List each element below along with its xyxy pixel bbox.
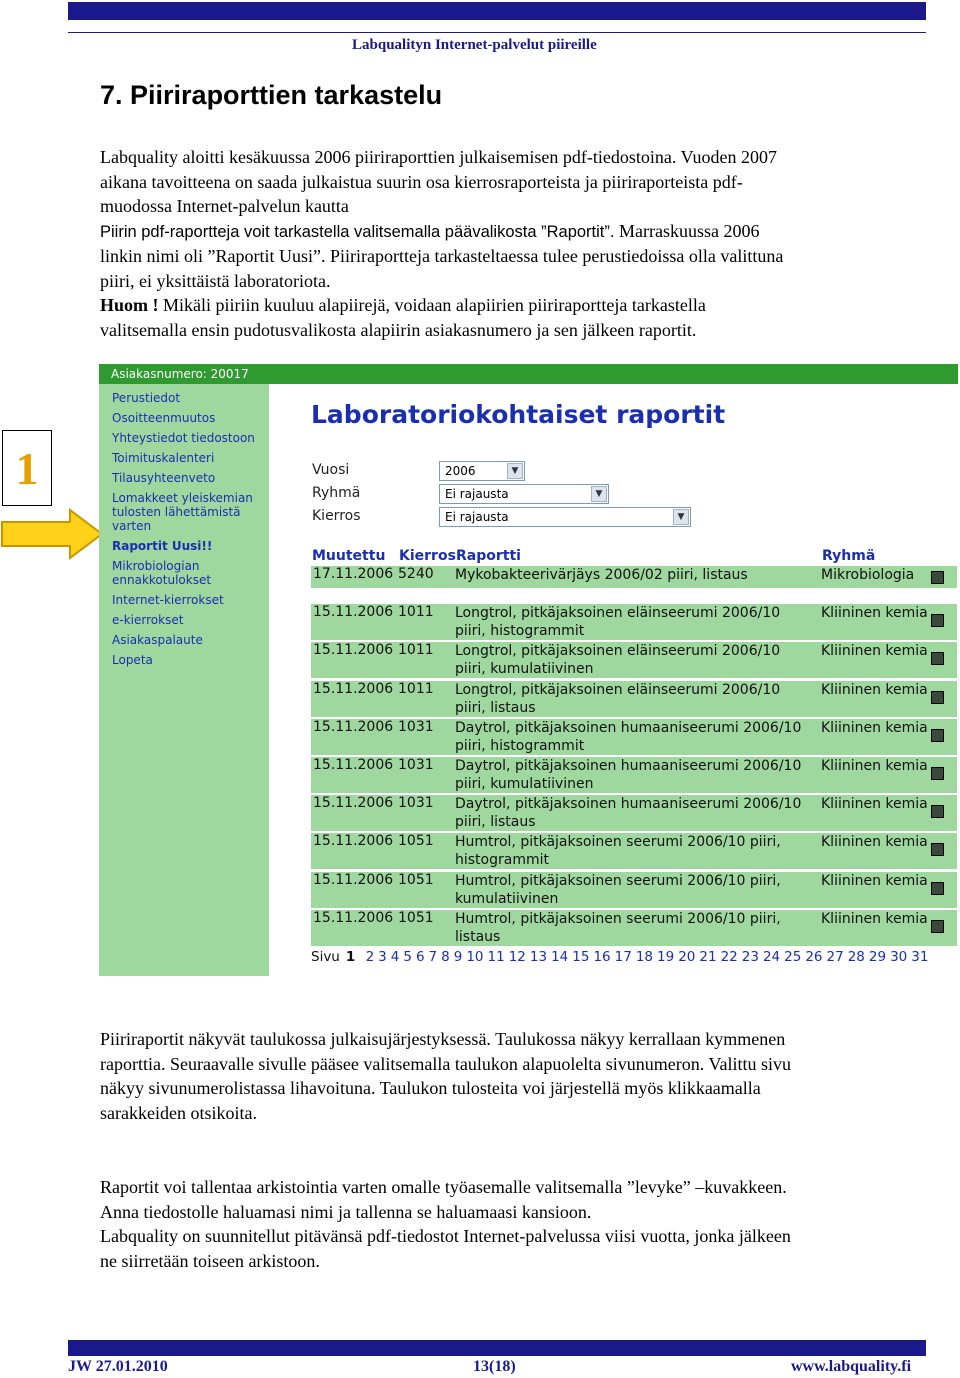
pager-link[interactable]: 6 <box>415 949 425 965</box>
footer-date: JW 27.01.2010 <box>68 1358 168 1375</box>
year-value: 2006 <box>445 464 476 478</box>
pager-link[interactable]: 15 <box>572 949 590 965</box>
pager-link[interactable]: 18 <box>635 949 654 965</box>
row-group: Kliininen kemia <box>821 605 928 622</box>
group-value: Ei rajausta <box>445 487 509 501</box>
pager-link[interactable]: 10 <box>466 949 484 965</box>
intro-line-8: valitsemalla ensin pudotusvalikosta alapiirin asiakasnumero ja sen jälkeen raportit. <box>100 319 697 340</box>
row-group: Kliininen kemia <box>821 796 928 813</box>
table-description <box>100 1027 940 1125</box>
floppy-disk-icon[interactable] <box>931 614 944 627</box>
row-group: Mikrobiologia <box>821 567 915 583</box>
floppy-disk-icon[interactable] <box>931 920 944 933</box>
round-label: Kierros <box>312 508 361 524</box>
pager-link[interactable]: 11 <box>487 949 505 965</box>
sidebar-item[interactable]: Raportit Uusi!! <box>112 539 213 553</box>
table-row[interactable] <box>311 604 957 640</box>
pager-link[interactable]: 20 <box>678 949 696 965</box>
section-title: 7. Piiriraporttien tarkastelu <box>100 80 443 110</box>
floppy-disk-icon[interactable] <box>931 805 944 818</box>
row-report-link[interactable]: Daytrol, pitkäjaksoinen humaaniseerumi 2006/10 piiri, kumulatiivinen <box>455 758 802 792</box>
floppy-disk-icon[interactable] <box>931 691 944 704</box>
para3-line-3: Labquality on suunnitellut pitävänsä pdf-tiedostot Internet-palvelussa viisi vuotta, jonka jälkeen <box>100 1226 791 1246</box>
row-round: 1011 <box>398 604 434 621</box>
pager-link[interactable]: 29 <box>868 949 887 965</box>
sidebar-item[interactable]: e-kierrokset <box>112 613 184 627</box>
pager-link[interactable]: 22 <box>720 949 738 965</box>
row-date: 15.11.2006 <box>313 795 394 812</box>
col-report[interactable]: Raportti <box>456 548 521 564</box>
row-date: 15.11.2006 <box>313 871 394 888</box>
table-row[interactable] <box>311 681 957 717</box>
sidebar-item[interactable]: Yhteystiedot tiedostoon <box>112 431 255 445</box>
row-date: 15.11.2006 <box>313 718 394 735</box>
header-title: Labqualityn Internet-palvelut piireille <box>352 37 597 53</box>
pager-label: Sivu <box>311 949 340 965</box>
table-row[interactable] <box>311 872 957 908</box>
pager-link[interactable]: 17 <box>614 949 632 965</box>
pager-link[interactable]: 3 <box>378 949 387 965</box>
sidebar-item[interactable]: Asiakaspalaute <box>112 633 203 647</box>
row-report-link[interactable]: Humtrol, pitkäjaksoinen seerumi 2006/10 piiri, listaus <box>455 910 781 945</box>
group-select[interactable] <box>439 484 609 504</box>
table-row[interactable] <box>311 757 957 793</box>
sidebar-item[interactable]: Mikrobiologian ennakkotulokset <box>112 559 212 587</box>
row-round: 1031 <box>398 795 434 812</box>
para3-line-4: ne siirretään toiseen arkistoon. <box>100 1250 320 1271</box>
intro-line-1: Labquality aloitti kesäkuussa 2006 piiriraporttien julkaisemisen pdf-tiedostoina. <box>100 147 677 167</box>
pager-link[interactable]: 13 <box>529 949 548 965</box>
footer-page: 13(18) <box>473 1358 516 1375</box>
row-group: Kliininen kemia <box>821 643 928 660</box>
pager-link[interactable]: 8 <box>441 949 450 965</box>
sidebar-item[interactable]: Lopeta <box>112 653 153 667</box>
intro-line-3: muodossa Internet-palvelun kautta <box>100 196 349 216</box>
col-group[interactable]: Ryhmä <box>822 548 876 564</box>
row-report-link[interactable]: Mykobakteerivärjäys 2006/02 piiri, listaus <box>455 567 748 583</box>
row-report-link[interactable]: Humtrol, pitkäjaksoinen seerumi 2006/10 piiri, kumulatiivinen <box>455 872 781 907</box>
sidebar-menu <box>112 391 267 673</box>
intro-line-1b: Vuoden 2007 <box>676 147 777 167</box>
pager-link[interactable]: 31 <box>911 949 929 965</box>
page-title: Laboratoriokohtaiset raportit <box>311 400 726 429</box>
para2-line-1: Piiriraportit näkyvät taulukossa julkaisujärjestyksessä. Taulukossa näkyy kerrallaan kymmenen <box>100 1029 786 1049</box>
pager-link[interactable]: 12 <box>508 949 526 965</box>
pagination <box>311 949 932 965</box>
row-group: Kliininen kemia <box>821 758 928 774</box>
pager-link[interactable]: 5 <box>403 949 412 965</box>
row-group: Kliininen kemia <box>821 834 928 851</box>
sidebar-item[interactable]: Lomakkeet yleiskemian tulosten lähettämistä varten <box>112 491 253 533</box>
row-report-link[interactable]: Daytrol, pitkäjaksoinen humaaniseerumi 2006/10 piiri, histogrammit <box>455 719 802 754</box>
pager-link[interactable]: 23 <box>741 949 759 965</box>
row-date: 17.11.2006 <box>313 566 394 582</box>
table-row[interactable] <box>311 719 957 755</box>
row-round: 1011 <box>398 680 434 697</box>
sidebar-item[interactable]: Osoitteenmuutos <box>112 411 216 425</box>
intro-line-5: linkin nimi oli ”Raportit Uusi”. Piiriraportteja tarkasteltaessa tulee perustiedoissa olla valittuna <box>100 246 784 266</box>
pager-link[interactable]: 4 <box>390 949 400 965</box>
row-report-link[interactable]: Longtrol, pitkäjaksoinen eläinseerumi 2006/10 piiri, kumulatiivinen <box>455 643 781 678</box>
row-group: Kliininen kemia <box>821 872 928 889</box>
row-report-link[interactable]: Daytrol, pitkäjaksoinen humaaniseerumi 2006/10 piiri, listaus <box>455 796 802 831</box>
footer-bar <box>68 1340 926 1356</box>
intro-line-4: Piirin pdf-raportteja voit tarkastella valitsemalla päävalikosta ”Raportit”. <box>100 222 615 241</box>
row-round: 1031 <box>398 757 434 773</box>
floppy-disk-icon[interactable] <box>931 571 944 584</box>
para2-line-4: sarakkeiden otsikoita. <box>100 1102 257 1123</box>
para2-line-3: näkyy sivunumerolistassa lihavoituna. Taulukon tulosteita voi järjestellä myös klikkaamalla <box>100 1078 761 1098</box>
year-select[interactable] <box>439 461 525 481</box>
row-report-link[interactable]: Longtrol, pitkäjaksoinen eläinseerumi 2006/10 piiri, listaus <box>455 681 781 716</box>
table-row[interactable] <box>311 833 957 869</box>
chevron-down-icon: ▼ <box>507 463 523 479</box>
row-group: Kliininen kemia <box>821 719 928 736</box>
pager-link[interactable]: 14 <box>551 949 569 965</box>
pager-link[interactable]: 27 <box>826 949 844 965</box>
table-row[interactable] <box>311 795 957 831</box>
customer-number: Asiakasnumero: 20017 <box>111 367 249 381</box>
group-label: Ryhmä <box>312 485 361 501</box>
pager-link[interactable]: 25 <box>784 949 802 965</box>
pager-link[interactable]: 24 <box>762 949 781 965</box>
customer-bar <box>99 364 958 384</box>
para3-line-1: Raportit voi tallentaa arkistointia varten omalle työasemalle valitsemalla ”levyke” –kuvakkeen. <box>100 1177 787 1197</box>
row-date: 15.11.2006 <box>313 909 394 926</box>
row-round: 1051 <box>398 909 434 926</box>
table-row[interactable] <box>311 566 957 588</box>
row-date: 15.11.2006 <box>313 680 394 697</box>
pager-link[interactable]: 2 <box>365 949 375 965</box>
round-value: Ei rajausta <box>445 510 509 524</box>
huom-label: Huom ! <box>100 295 159 315</box>
row-round: 5240 <box>398 566 434 582</box>
intro-line-7: Mikäli piiriin kuuluu alapiirejä, voidaan alapiirien piiriraportteja tarkastella <box>158 295 706 315</box>
row-group: Kliininen kemia <box>821 681 928 698</box>
row-round: 1051 <box>398 871 434 888</box>
row-group: Kliininen kemia <box>821 910 928 927</box>
row-date: 15.11.2006 <box>313 604 394 621</box>
sidebar-item[interactable]: Tilausyhteenveto <box>112 471 216 485</box>
para2-line-2: raporttia. Seuraavalle sivulle pääsee valitsemalla taulukon alapuolelta sivunumeron. Valittu sivu <box>100 1053 791 1074</box>
header-rule <box>68 20 926 33</box>
row-date: 15.11.2006 <box>313 642 394 659</box>
header-bar <box>68 2 926 20</box>
intro-line-2: aikana tavoitteena on saada julkaistua suurin osa kierrosraporteista ja piiriraporteista pdf- <box>100 171 743 192</box>
row-round: 1051 <box>398 833 434 850</box>
sidebar-item[interactable]: Perustiedot <box>112 391 181 405</box>
pager-link[interactable]: 9 <box>453 949 463 965</box>
intro-line-4b: Marraskuussa 2006 <box>614 220 760 241</box>
pager-link[interactable]: 30 <box>890 949 908 965</box>
round-select[interactable] <box>439 507 691 527</box>
pager-link[interactable]: 19 <box>657 949 675 965</box>
floppy-disk-icon[interactable] <box>931 882 944 895</box>
row-round: 1011 <box>398 642 434 659</box>
sidebar-item[interactable]: Internet-kierrokset <box>112 593 224 607</box>
pager-link[interactable]: 16 <box>593 949 611 965</box>
intro-paragraph <box>100 145 940 342</box>
chevron-down-icon: ▼ <box>591 486 607 502</box>
year-label: Vuosi <box>312 462 350 478</box>
callout-number: 1 <box>2 430 52 506</box>
row-round: 1031 <box>398 718 434 735</box>
row-report-link[interactable]: Longtrol, pitkäjaksoinen eläinseerumi 2006/10 piiri, histogrammit <box>455 605 781 640</box>
chevron-down-icon: ▼ <box>673 509 689 525</box>
row-report-link[interactable]: Humtrol, pitkäjaksoinen seerumi 2006/10 piiri, histogrammit <box>455 834 781 869</box>
pager-current: 1 <box>345 949 356 965</box>
col-changed[interactable]: Muutettu <box>312 548 386 564</box>
footer-url: www.labquality.fi <box>791 1358 912 1375</box>
col-round[interactable]: Kierros <box>399 548 456 564</box>
table-row[interactable] <box>311 642 957 678</box>
callout-arrow-icon <box>0 508 104 560</box>
floppy-disk-icon[interactable] <box>931 843 944 856</box>
sidebar-item[interactable]: Toimituskalenteri <box>112 451 215 465</box>
floppy-disk-icon[interactable] <box>931 652 944 665</box>
pager-link[interactable]: 7 <box>428 949 438 965</box>
row-date: 15.11.2006 <box>313 757 394 773</box>
save-description <box>100 1175 940 1273</box>
pager-link[interactable]: 28 <box>847 949 865 965</box>
para3-line-2: Anna tiedostolle haluamasi nimi ja tallenna se haluamaasi kansioon. <box>100 1201 592 1222</box>
embedded-screenshot <box>99 364 958 976</box>
row-date: 15.11.2006 <box>313 833 394 850</box>
floppy-disk-icon[interactable] <box>931 729 944 742</box>
floppy-disk-icon[interactable] <box>931 767 944 780</box>
intro-line-6: piiri, ei yksittäistä laboratoriota. <box>100 270 331 291</box>
table-row[interactable] <box>311 910 957 946</box>
pager-link[interactable]: 21 <box>699 949 717 965</box>
pager-link[interactable]: 26 <box>805 949 823 965</box>
